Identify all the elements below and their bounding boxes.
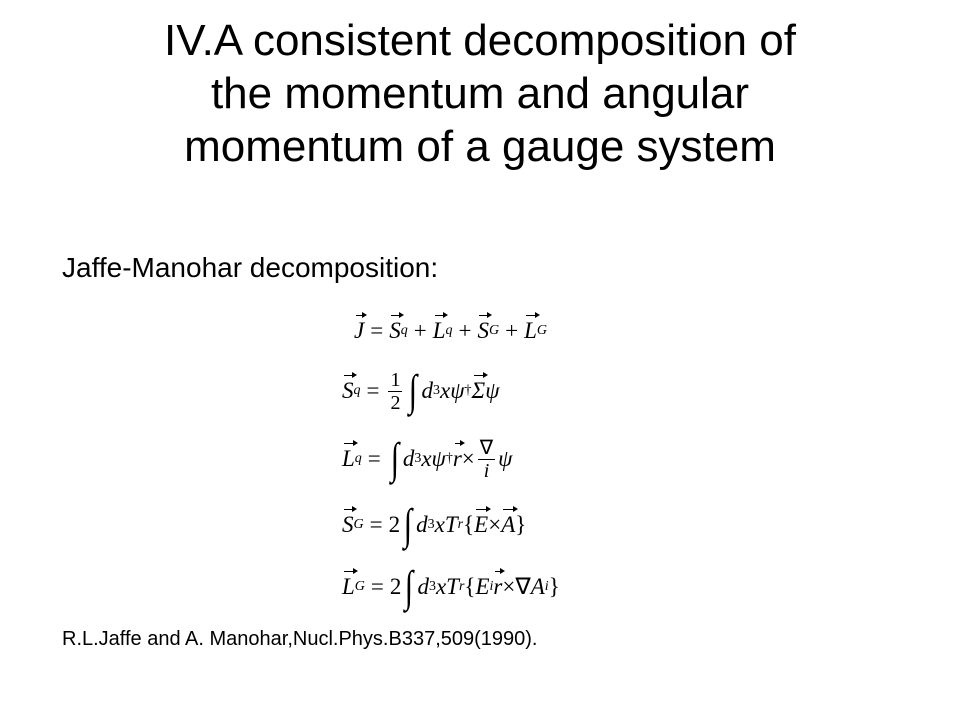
title-line-2: the momentum and angular [210, 69, 750, 118]
equation-total-angular-momentum: J = S q + L q + S G + L G [354, 318, 547, 343]
equation-quark-orbital: L q = ∫ d 3 xψ † r × $\frac{\nabla}{i}$ ψ [342, 434, 513, 483]
equation-gluon-spin: S G = 2 ∫ d 3 xT r { E × A } [342, 500, 527, 549]
equation-gluon-orbital: L G = 2 ∫ d 3 xT r { E i r ×∇ A i } [342, 562, 560, 611]
slide-title [40, 14, 920, 173]
title-line-3: momentum of a gauge system [184, 122, 776, 171]
reference-citation: R.L.Jaffe and A. Manohar,Nucl.Phys.B337,509(1990). [62, 628, 538, 650]
title-line-1: IV.A consistent decomposition of [164, 16, 796, 65]
equation-block [330, 302, 660, 620]
equation-quark-spin: S q = $\frac{1}{2}$ ∫ d 3 xψ † Σ ψ [342, 366, 500, 415]
subtitle: Jaffe-Manohar decomposition: [62, 252, 439, 283]
